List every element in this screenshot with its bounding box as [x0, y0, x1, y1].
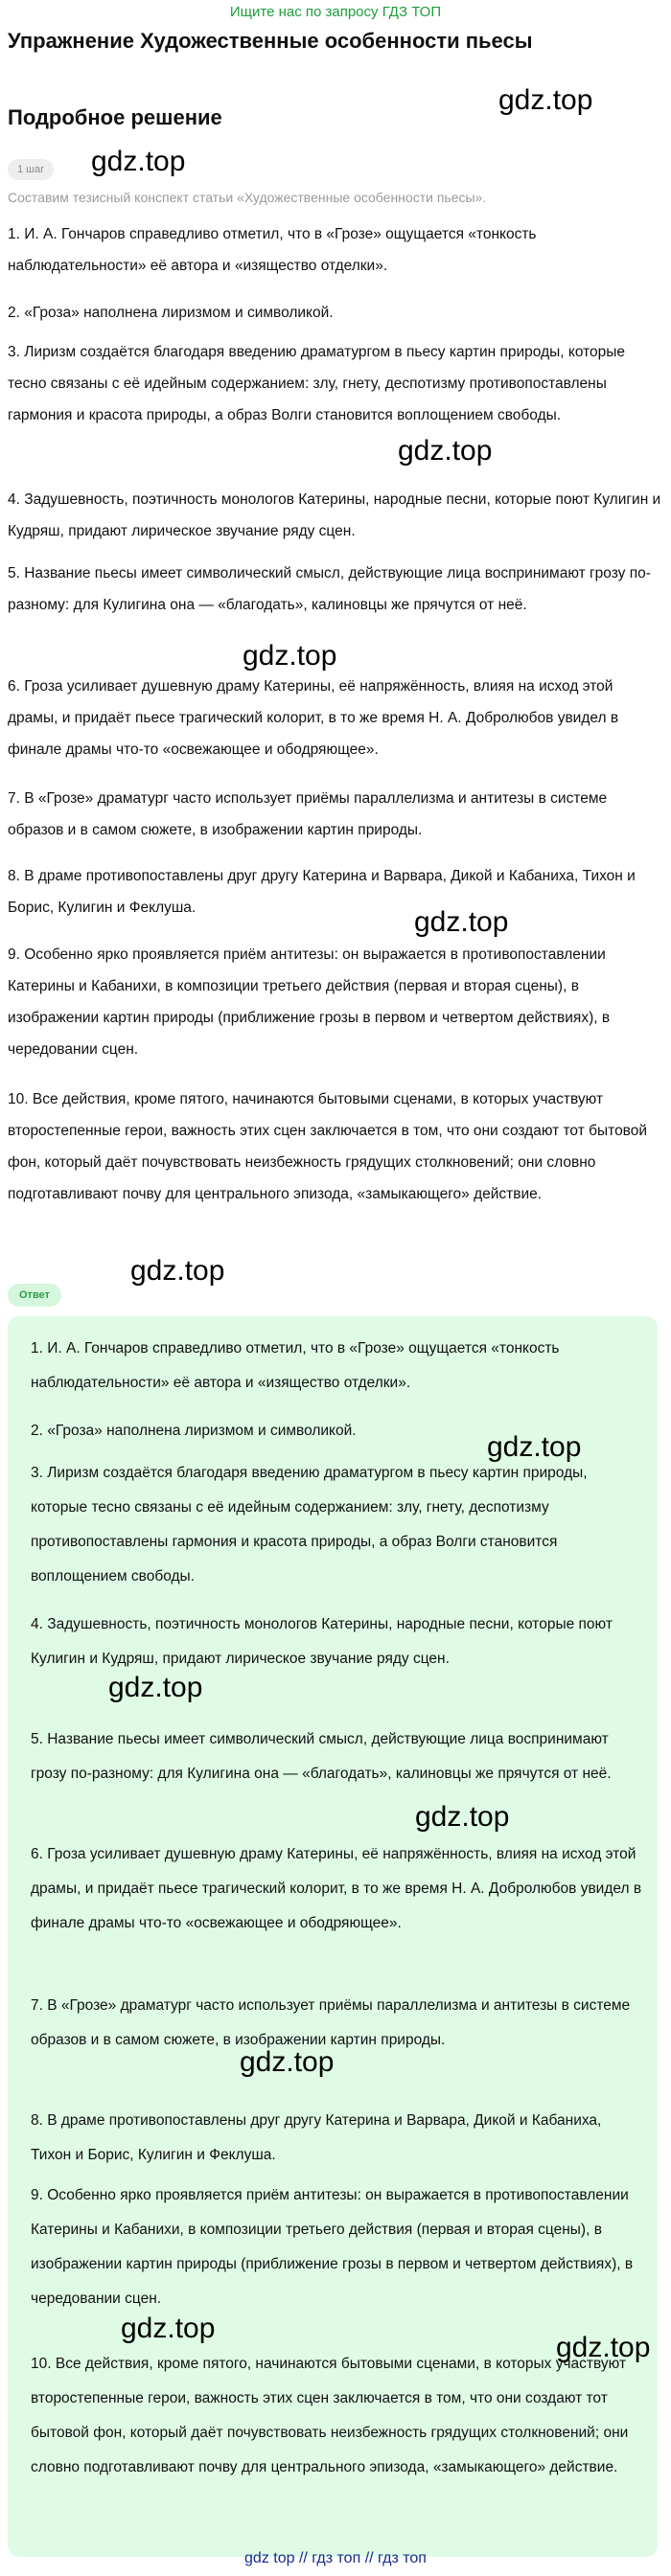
watermark: gdz.top	[121, 2313, 216, 2344]
watermark: gdz.top	[240, 2046, 335, 2078]
watermark: gdz.top	[91, 146, 186, 177]
answer-box	[8, 1316, 658, 2557]
watermark: gdz.top	[398, 435, 493, 467]
footer-links[interactable]: gdz top // гдз топ // гдз топ	[244, 2550, 427, 2566]
solution-item-6: 6. Гроза усиливает душевную драму Катерины, её напряжённость, влияя на исход этой драмы, и придаёт пьесе трагический колорит, в то же время Н. А. Добролюбов увидел в финале драмы что-то «освежающее и ободряющее».	[8, 678, 619, 758]
answer-item-6: 6. Гроза усиливает душевную драму Катерины, её напряжённость, влияя на исход этой драмы, и придаёт пьесе трагический колорит, в то же время Н. А. Добролюбов увидел в финале драмы что-то «освежающее и ободряющее».	[31, 1846, 642, 1931]
watermark: gdz.top	[243, 640, 337, 672]
answer-item-2: 2. «Гроза» наполнена лиризмом и символикой.	[31, 1423, 357, 1439]
page-title: Упражнение Художественные особенности пьесы	[8, 29, 533, 53]
search-banner[interactable]: Ищите нас по запросу ГДЗ ТОП	[229, 4, 442, 20]
watermark: gdz.top	[487, 1431, 582, 1463]
solution-item-7: 7. В «Грозе» драматург часто использует приёмы параллелизма и антитезы в системе образов и в самом сюжете, в изображении картин природы.	[8, 790, 608, 838]
answer-item-7: 7. В «Грозе» драматург часто использует приёмы параллелизма и антитезы в системе образов и в самом сюжете, в изображении картин природы.	[31, 1997, 631, 2048]
watermark: gdz.top	[498, 84, 593, 116]
solution-item-1: 1. И. А. Гончаров справедливо отметил, что в «Грозе» ощущается «тонкость наблюдательности» её автора и «изящество отделки».	[8, 226, 537, 274]
watermark: gdz.top	[414, 906, 509, 938]
section-title: Подробное решение	[8, 105, 222, 129]
answer-item-8: 8. В драме противопоставлены друг другу Катерина и Варвара, Дикой и Кабаниха, Тихон и Борис, Кулигин и Феклуша.	[31, 2112, 602, 2163]
solution-item-4: 4. Задушевность, поэтичность монологов Катерины, народные песни, которые поют Кулигин и Кудряш, придают лирическое звучание ряду сцен.	[8, 491, 661, 539]
answer-item-4: 4. Задушевность, поэтичность монологов Катерины, народные песни, которые поют Кулигин и Кудряш, придают лирическое звучание ряду сцен.	[31, 1616, 613, 1667]
watermark: gdz.top	[415, 1801, 510, 1833]
answer-item-1: 1. И. А. Гончаров справедливо отметил, что в «Грозе» ощущается «тонкость наблюдательности» её автора и «изящество отделки».	[31, 1340, 560, 1391]
watermark: gdz.top	[556, 2332, 651, 2363]
solution-item-9: 9. Особенно ярко проявляется приём антитезы: он выражается в противопоставлении Катерины и Кабанихи, в композиции третьего действия (первая и вторая сцены), в изображении картин природы (приближение грозы в первом и четвертом действиях), в чередовании сцен.	[8, 946, 611, 1058]
step-badge: 1 шаг	[8, 159, 54, 180]
solution-item-8: 8. В драме противопоставлены друг другу Катерина и Варвара, Дикой и Кабаниха, Тихон и Борис, Кулигин и Феклуша.	[8, 868, 636, 916]
solution-item-2: 2. «Гроза» наполнена лиризмом и символикой.	[8, 305, 334, 321]
answer-badge: Ответ	[8, 1284, 61, 1307]
solution-item-5: 5. Название пьесы имеет символический смысл, действующие лица воспринимают грозу по-разному: для Кулигина она — «благодать», калиновцы же прячутся от неё.	[8, 565, 651, 613]
watermark: gdz.top	[108, 1672, 203, 1703]
solution-item-3: 3. Лиризм создаётся благодаря введению драматургом в пьесу картин природы, которые тесно связаны с её идейным содержанием: злу, гнету, деспотизму противопоставлены гармония и красота природы, а образ Волги становится воплощением свободы.	[8, 344, 626, 423]
answer-item-3: 3. Лиризм создаётся благодаря введению драматургом в пьесу картин природы, которые тесно связаны с её идейным содержанием: злу, гнету, деспотизму противопоставлены гармония и красота природы, а образ Волги становится воплощением свободы.	[31, 1465, 588, 1584]
solution-item-10: 10. Все действия, кроме пятого, начинаются бытовыми сценами, в которых участвуют второстепенные герои, важность этих сцен заключается в том, что они создают тот бытовой фон, который даёт почувствовать неизбежность грядущих столкновений; они словно подготавливают почву для центрального эпизода, «замыкающего» действие.	[8, 1091, 648, 1202]
solution-intro: Составим тезисный конспект статьи «Художественные особенности пьесы».	[8, 190, 487, 205]
answer-item-10: 10. Все действия, кроме пятого, начинаются бытовыми сценами, в которых участвуют второстепенные герои, важность этих сцен заключается в том, что они создают тот бытовой фон, который даёт почувствовать неизбежность грядущих столкновений; они словно подготавливают почву для центрального эпизода, «замыкающего» действие.	[31, 2356, 629, 2475]
answer-item-5: 5. Название пьесы имеет символический смысл, действующие лица воспринимают грозу по-разному: для Кулигина она — «благодать», калиновцы же прячутся от неё.	[31, 1731, 612, 1782]
answer-item-9: 9. Особенно ярко проявляется приём антитезы: он выражается в противопоставлении Катерины и Кабанихи, в композиции третьего действия (первая и вторая сцены), в изображении картин природы (приближение грозы в первом и четвертом действиях), в чередовании сцен.	[31, 2187, 634, 2307]
watermark: gdz.top	[130, 1255, 225, 1287]
